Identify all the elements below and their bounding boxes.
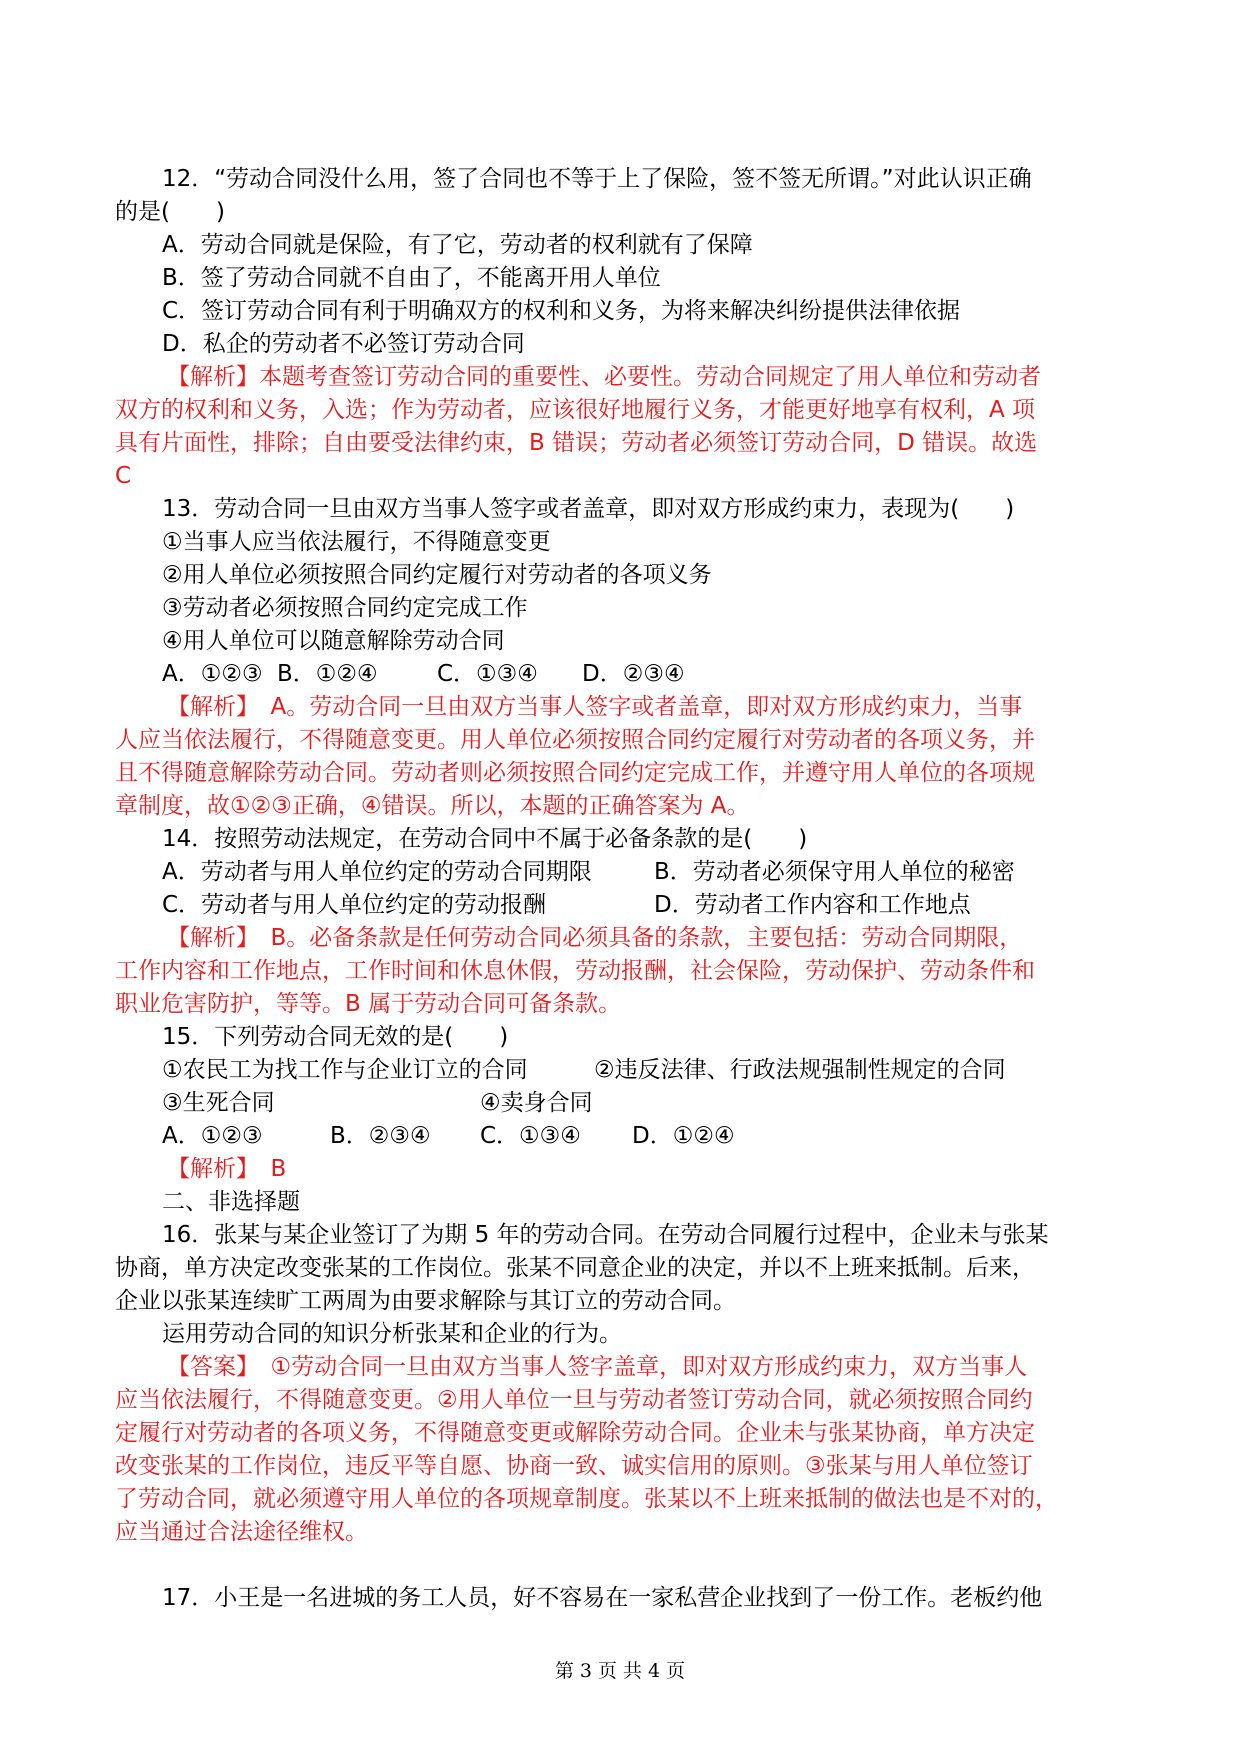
q15-stem: 15．下列劳动合同无效的是( ): [162, 1024, 509, 1050]
q16-answer-line6: 应当通过合法途径维权。: [115, 1519, 368, 1545]
q16-answer-line5: 了劳动合同，就必须遵守用人单位的各项规章制度。张某以不上班来抵制的做法也是不对的，: [115, 1486, 1058, 1512]
q14-analysis-line2: 工作内容和工作地点，工作时间和休息休假，劳动报酬，社会保险，劳动保护、劳动条件和: [115, 958, 1035, 984]
q12-option-a: A．劳动合同就是保险，有了它，劳动者的权利就有了保障: [162, 232, 753, 258]
q15-item-2: ②违反法律、行政法规强制性规定的合同: [594, 1057, 1006, 1083]
q13-analysis-line3: 且不得随意解除劳动合同。劳动者则必须按照合同约定完成工作，并遵守用人单位的各项规: [115, 760, 1035, 786]
q15-item-4: ④卖身合同: [480, 1090, 593, 1116]
q13-analysis-line2: 人应当依法履行，不得随意变更。用人单位必须按照合同约定履行对劳动者的各项义务，并: [115, 727, 1035, 753]
q13-item-3: ③劳动者必须按照合同约定完成工作: [162, 595, 528, 621]
q15-option-d: D．①②④: [632, 1123, 735, 1149]
q14-option-c: C．劳动者与用人单位约定的劳动报酬: [162, 892, 547, 918]
q16-answer-line3: 定履行对劳动者的各项义务，不得随意变更或解除劳动合同。企业未与张某协商，单方决定: [115, 1420, 1035, 1446]
section-heading: 二、非选择题: [162, 1189, 300, 1215]
q14-option-b: B．劳动者必须保守用人单位的秘密: [654, 859, 1015, 885]
q13-option-d: D．②③④: [582, 661, 685, 687]
q13-item-1: ①当事人应当依法履行，不得随意变更: [162, 529, 551, 555]
q13-options: [115, 658, 1135, 691]
blank-line: [115, 1549, 1135, 1582]
q16-stem-line1: 16．张某与某企业签订了为期 5 年的劳动合同。在劳动合同履行过程中，企业未与张某: [162, 1222, 1049, 1248]
q12-analysis-line1: 【解析】本题考查签订劳动合同的重要性、必要性。劳动合同规定了用人单位和劳动者: [167, 364, 1041, 390]
page-content: [115, 163, 1135, 1615]
q16-stem-line3: 企业以张某连续旷工两周为由要求解除与其订立的劳动合同。: [115, 1288, 736, 1314]
q15-item-1: ①农民工为找工作与企业订立的合同: [162, 1057, 528, 1083]
q12-option-b: B．签了劳动合同就不自由了，不能离开用人单位: [162, 265, 661, 291]
q12-stem-line2: 的是( ): [115, 199, 225, 225]
q15-option-c: C．①③④: [480, 1123, 581, 1149]
q12-analysis-line2: 双方的权利和义务，入选；作为劳动者，应该很好地履行义务，才能更好地享有权利，A 项: [115, 397, 1036, 423]
q14-options-row1: [115, 856, 1135, 889]
q14-option-d: D．劳动者工作内容和工作地点: [654, 892, 971, 918]
q12-option-c: C．签订劳动合同有利于明确双方的权利和义务，为将来解决纠纷提供法律依据: [162, 298, 961, 324]
q13-item-4: ④用人单位可以随意解除劳动合同: [162, 628, 505, 654]
q13-stem: 13．劳动合同一旦由双方当事人签字或者盖章，即对双方形成约束力，表现为( ): [162, 496, 1015, 522]
q16-prompt: 运用劳动合同的知识分析张某和企业的行为。: [162, 1321, 622, 1347]
q13-analysis-line4: 章制度，故①②③正确，④错误。所以，本题的正确答案为 A。: [115, 793, 750, 819]
q13-option-a: A．①②③: [162, 661, 263, 687]
q16-answer-line4: 改变张某的工作岗位，违反平等自愿、协商一致、诚实信用的原则。③张某与用人单位签订: [115, 1453, 1033, 1479]
q13-option-c: C．①③④: [437, 661, 538, 687]
q12-analysis-line3: 具有片面性，排除；自由要受法律约束，B 错误；劳动者必须签订劳动合同，D 错误。故选: [115, 430, 1038, 456]
q12-option-d: D．私企的劳动者不必签订劳动合同: [162, 331, 525, 357]
q14-analysis-line1: 【解析】 B。必备条款是任何劳动合同必须具备的条款，主要包括：劳动合同期限，: [167, 925, 1023, 951]
q13-analysis-line1: 【解析】 A。劳动合同一旦由双方当事人签字或者盖章，即对双方形成约束力，当事: [167, 694, 1023, 720]
q13-option-b: B．①②④: [277, 661, 378, 687]
q15-option-b: B．②③④: [330, 1123, 431, 1149]
q15-analysis: 【解析】 B: [167, 1156, 287, 1182]
q12-analysis-line4: C: [115, 463, 132, 489]
page-footer: 第 3 页 共 4 页: [554, 1660, 686, 1682]
q13-item-2: ②用人单位必须按照合同约定履行对劳动者的各项义务: [162, 562, 712, 588]
q14-stem: 14．按照劳动法规定，在劳动合同中不属于必备条款的是( ): [162, 826, 808, 852]
q17-stem-line1: 17．小王是一名进城的务工人员，好不容易在一家私营企业找到了一份工作。老板约他: [162, 1585, 1043, 1611]
q12-stem-line1: 12．“劳动合同没什么用，签了合同也不等于上了保险，签不签无所谓。”对此认识正确: [162, 166, 1032, 192]
q14-option-a: A．劳动者与用人单位约定的劳动合同期限: [162, 859, 592, 885]
q14-options-row2: [115, 889, 1135, 922]
q16-answer-line2: 应当依法履行，不得随意变更。②用人单位一旦与劳动者签订劳动合同，就必须按照合同约: [115, 1387, 1033, 1413]
q16-stem-line2: 协商，单方决定改变张某的工作岗位。张某不同意企业的决定，并以不上班来抵制。后来，: [115, 1255, 1035, 1281]
q15-items-row2: [115, 1087, 1135, 1120]
q15-items-row1: [115, 1054, 1135, 1087]
q15-item-3: ③生死合同: [162, 1090, 275, 1116]
q15-options: [115, 1120, 1135, 1153]
q16-answer-line1: 【答案】 ①劳动合同一旦由双方当事人签字盖章，即对双方形成约束力，双方当事人: [167, 1354, 1028, 1380]
q14-analysis-line3: 职业危害防护，等等。B 属于劳动合同可备条款。: [115, 991, 622, 1017]
q15-option-a: A．①②③: [162, 1123, 263, 1149]
